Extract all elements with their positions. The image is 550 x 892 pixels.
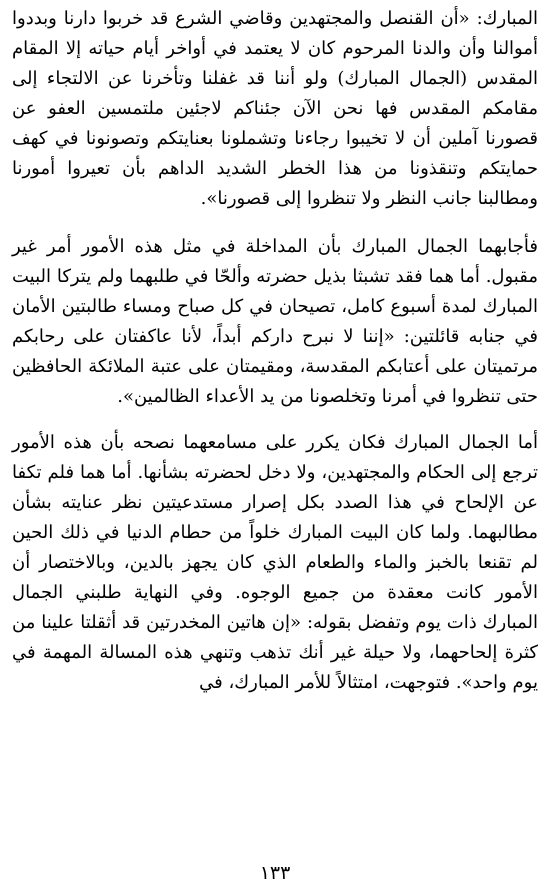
paragraph-1: المبارك: «أن القنصل والمجتهدين وقاضي الشرع قد خربوا دارنا وبددوا أموالنا وأن والدنا المرحوم كان لا يعتمد في أواخر أيام حياته إلا المقام المقدس (الجمال المبارك) ولو أننا قد غفلنا وتأخرنا عن الالتجاء إلى مقامكم المقدس فها نحن الآن جئناكم لاجئين ملتمسين العفو عن قصورنا آملين أن لا تخيبوا رجاءنا وتشملونا بعنايتكم وتصونونا في كهف حمايتكم وتنقذونا من هذا الخطر الشديد الداهم بأن تعيروا أمورنا ومطالبنا جانب النظر ولا تنظروا إلى قصورنا». — [12, 8, 539, 209]
paragraph-2: فأجابهما الجمال المبارك بأن المداخلة في مثل هذه الأمور أمر غير مقبول. أما هما فقد تشبثا بذيل حضرته وألحّا في طلبهما ولم يتركا البيت المبارك لمدة أسبوع كامل، تصيحان في كل صباح ومساء طالبتين الأمان في جنابه قائلتين: «إننا لا نبرح داركم أبداً، لأنا عاكفتان على رحابكم مرتميتان على أعتابكم المقدسة، ومقيمتان على عتبة الملائكة الحافظين حتى تنظروا في أمرنا وتخلصونا من يد الأعداء الظالمين». — [12, 236, 538, 407]
text-body — [12, 4, 538, 698]
paragraph-3: أما الجمال المبارك فكان يكرر على مسامعهما نصحه بأن هذه الأمور ترجع إلى الحكام والمجتهدين، ولا دخل لحضرته بشأنها. أما هما فلم تكفا عن الإلحاح في هذا الصدد بكل إصرار مستدعيتين نظر عنايته بشأن مطالبهما. ولما كان البيت المبارك خلواً من حطام الدنيا في ذلك الحين لم تقنعا بالخبز والماء والطعام الذي كان يجهز بالدين، وبالاختصار أن الأمور كانت معقدة من جميع الوجوه. وفي النهاية طلبني الجمال المبارك ذات يوم وتفضل بقوله: «إن هاتين المخدرتين قد أثقلتا علينا من كثرة إلحاحهما، ولا حيلة غير أنك تذهب وتنهي هذه المسالة المهمة في يوم واحد». فتوجهت، امتثالاً للأمر المبارك، في — [12, 432, 538, 693]
page-number: ١٣٣ — [259, 862, 291, 884]
